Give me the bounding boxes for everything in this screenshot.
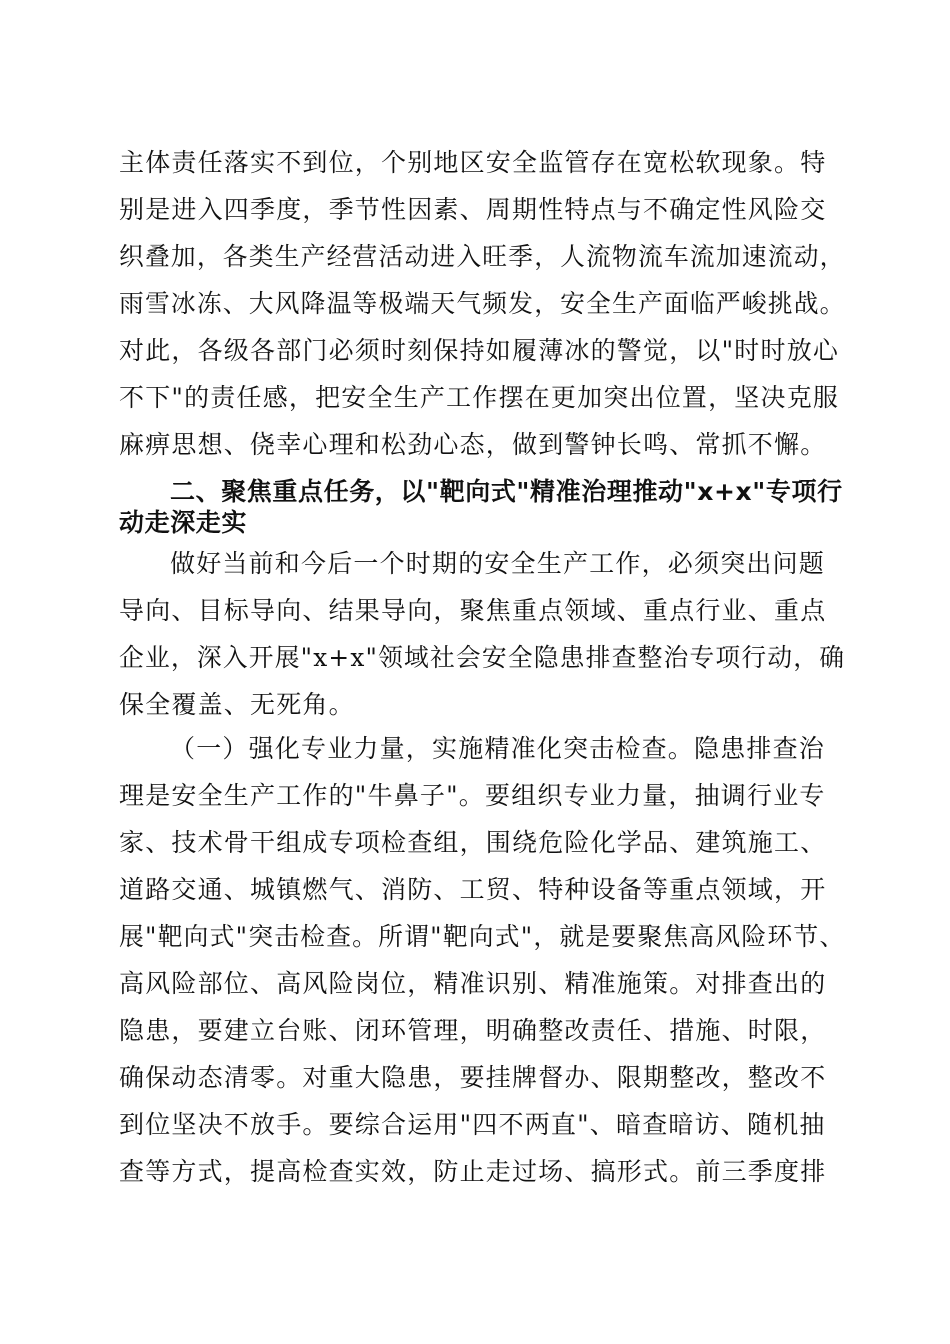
paragraph-line: 隐患，要建立台账、闭环管理，明确整改责任、措施、时限， [119, 1016, 827, 1045]
paragraph-line: （一）强化专业力量，实施精准化突击检查。隐患排查治 [170, 734, 826, 763]
paragraph-line: 查等方式，提高检查实效，防止走过场、搞形式。前三季度排 [119, 1157, 827, 1186]
paragraph-line: 家、技术骨干组成专项检查组，围绕危险化学品、建筑施工、 [119, 828, 827, 857]
paragraph-line: 对此，各级各部门必须时刻保持如履薄冰的警觉，以"时时放心 [119, 336, 840, 365]
section-heading: 二、聚焦重点任务，以"靶向式"精准治理推动"x+x"专项行 [170, 477, 843, 506]
paragraph-line: 雨雪冰冻、大风降温等极端天气频发，安全生产面临严峻挑战。 [119, 289, 846, 318]
paragraph-line: 导向、目标导向、结果导向，聚焦重点领域、重点行业、重点 [119, 596, 827, 625]
paragraph-line: 主体责任落实不到位，个别地区安全监管存在宽松软现象。特 [119, 148, 827, 177]
paragraph-line: 麻痹思想、侥幸心理和松劲心态，做到警钟长鸣、常抓不懈。 [119, 430, 827, 459]
paragraph-line: 做好当前和今后一个时期的安全生产工作，必须突出问题 [170, 549, 826, 578]
paragraph-line: 道路交通、城镇燃气、消防、工贸、特种设备等重点领域，开 [119, 875, 827, 904]
paragraph-line: 织叠加，各类生产经营活动进入旺季，人流物流车流加速流动， [119, 242, 846, 271]
paragraph-line: 高风险部位、高风险岗位，精准识别、精准施策。对排查出的 [119, 969, 827, 998]
paragraph-line: 展"靶向式"突击检查。所谓"靶向式"，就是要聚焦高风险环节、 [119, 922, 846, 951]
paragraph-line: 别是进入四季度，季节性因素、周期性特点与不确定性风险交 [119, 195, 827, 224]
paragraph-line: 企业，深入开展"x+x"领域社会安全隐患排查整治专项行动，确 [119, 643, 846, 672]
paragraph-line: 到位坚决不放手。要综合运用"四不两直"、暗查暗访、随机抽 [119, 1110, 826, 1139]
paragraph-line: 确保动态清零。对重大隐患，要挂牌督办、限期整改，整改不 [119, 1063, 827, 1092]
section-heading-continued: 动走深走实 [119, 508, 248, 537]
paragraph-line: 保全覆盖、无死角。 [119, 690, 355, 719]
paragraph-line: 不下"的责任感，把安全生产工作摆在更加突出位置，坚决克服 [119, 383, 840, 412]
paragraph-line: 理是安全生产工作的"牛鼻子"。要组织专业力量，抽调行业专 [119, 781, 826, 810]
